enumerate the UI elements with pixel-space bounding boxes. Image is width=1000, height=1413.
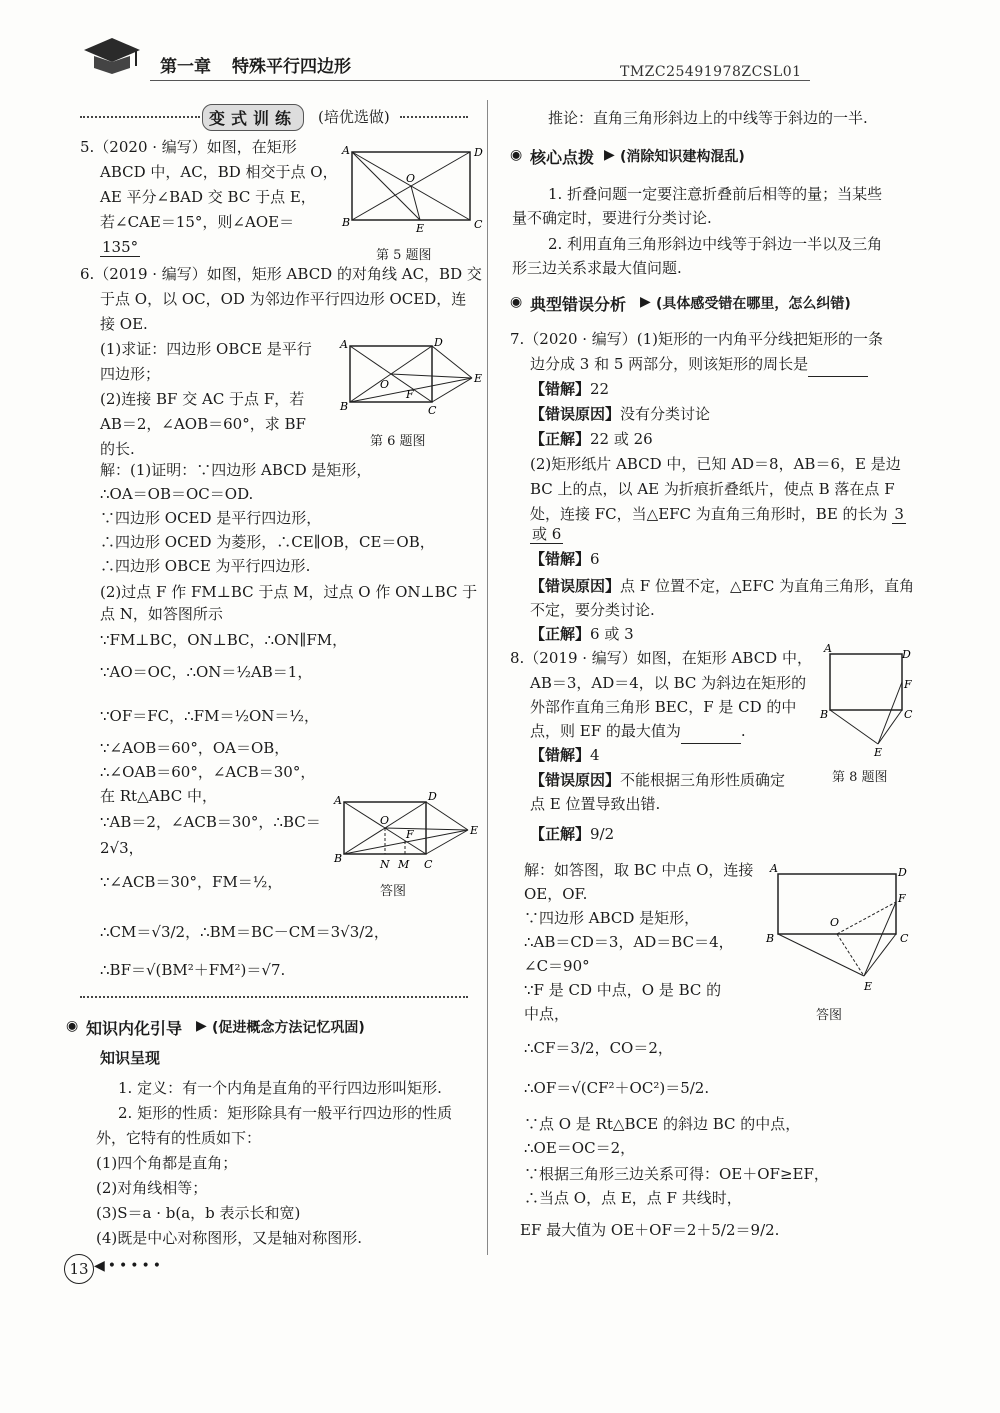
arrow-icon: ▶ <box>604 147 615 163</box>
bianshi-sub: (培优选做) <box>318 108 390 126</box>
q7-yuanyin-label: 【错误原因】 <box>530 405 621 423</box>
q8-sol-line: ∵四边形 ABCD 是矩形， <box>524 909 700 927</box>
q6-sol-line: ∴四边形 OBCE 为平行四边形. <box>100 557 311 575</box>
q7-cuojie2: 6 <box>590 550 600 568</box>
q7-answer: 3 <box>894 505 904 523</box>
q7-cuojie2-row <box>530 547 600 572</box>
q6-line: 的长. <box>100 440 135 458</box>
zhishi-line: 外，它特有的性质如下： <box>96 1129 262 1147</box>
svg-text:O: O <box>406 172 416 185</box>
page-number: 13 <box>64 1254 94 1284</box>
q6-line: 四边形； <box>100 365 161 383</box>
page-code: TMZC25491978ZCSL01 <box>620 64 802 80</box>
q6-sol-line: ∵AB＝2，∠ACB＝30°，∴BC＝ <box>100 813 321 831</box>
bullet-icon: ◉ <box>66 1018 79 1034</box>
q7-zhengjie: 22 或 26 <box>590 430 653 448</box>
q6-line: 接 OE. <box>100 315 148 333</box>
q6-line: (1)求证：四边形 OBCE 是平行 <box>100 340 312 358</box>
q6-sol-line: ∵∠AOB＝60°，OA＝OB， <box>100 739 290 757</box>
q6-sol-line: 解：(1)证明：∵四边形 ABCD 是矩形， <box>100 461 372 479</box>
page-number-dots-icon: ◀••••• <box>94 1258 165 1274</box>
svg-text:C: C <box>474 218 483 231</box>
hexin-line: 形三边关系求最大值问题. <box>512 259 682 277</box>
q7-answer-b: 或 6 <box>532 525 562 543</box>
svg-text:E: E <box>416 222 425 234</box>
zhishi-line: (3)S＝a · b(a，b 表示长和宽) <box>96 1204 301 1222</box>
svg-text:O: O <box>830 916 840 929</box>
header-rule <box>150 80 810 81</box>
q8-line: AB＝3，AD＝4，以 BC 为斜边在矩形的 <box>530 674 807 692</box>
svg-text:E: E <box>874 746 883 759</box>
svg-text:E: E <box>474 372 483 385</box>
zhishi-title: 知识内化引导 <box>86 1019 183 1038</box>
svg-text:D: D <box>902 648 911 661</box>
svg-text:F: F <box>406 388 414 401</box>
q6-sol-line: ∵∠ACB＝30°，FM＝½， <box>100 873 283 891</box>
q8-zhengjie-label: 【正解】 <box>530 825 591 843</box>
q5-line: ABCD 中，AC，BD 相交于点 O， <box>100 163 338 181</box>
q7-line <box>530 352 868 377</box>
q8-line-text: 点，则 EF 的最大值为 <box>530 722 681 740</box>
q8-caption: 第 8 题图 <box>832 770 888 785</box>
q8-line: 8.（2019 · 编写）如图，在矩形 ABCD 中， <box>510 649 812 667</box>
q6-line: 6.（2019 · 编写）如图，矩形 ABCD 的对角线 AC，BD 交 <box>80 265 482 283</box>
q5-answer <box>100 235 140 260</box>
dotted-divider <box>400 116 468 118</box>
q5-line: 5.（2020 · 编写）如图，在矩形 <box>80 138 297 156</box>
q7-answer-cont <box>530 522 563 547</box>
q7-cuojie2-label: 【错解】 <box>530 550 591 568</box>
q6-line: 于点 O，以 OC，OD 为邻边作平行四边形 OCED，连 <box>100 290 467 308</box>
q6-figure <box>336 336 486 422</box>
q8-cuojie: 4 <box>590 746 600 764</box>
q8-sol-line: ∵点 O 是 Rt△BCE 的斜边 BC 的中点， <box>524 1115 801 1133</box>
q7-zhengjie2: 6 或 3 <box>590 625 634 643</box>
bullet-icon: ◉ <box>510 147 523 163</box>
hexin-line: 量不确定时，要进行分类讨论. <box>512 209 712 227</box>
q8-sol-line: 中点， <box>524 1005 570 1023</box>
q8-line: 点，则 EF 的最大值为 . <box>530 719 746 744</box>
q6-sol-line: ∴∠OAB＝60°，∠ACB＝30°， <box>100 763 316 781</box>
chapter-label: 第一章 <box>160 57 211 77</box>
svg-text:M: M <box>398 858 410 871</box>
hexin-line: 2. 利用直角三角形斜边中线等于斜边一半以及三角 <box>548 235 883 253</box>
q6-caption: 第 6 题图 <box>370 434 426 449</box>
svg-text:D: D <box>434 336 443 349</box>
zhishi-line: (2)对角线相等； <box>96 1179 208 1197</box>
q7-line: (2)矩形纸片 ABCD 中，已知 AD＝8，AB＝6，E 是边 <box>530 455 901 473</box>
svg-text:E: E <box>864 980 873 992</box>
q8-sol-line: ∴OE＝OC＝2， <box>524 1139 636 1157</box>
q7-yuanyin2b: 不定，要分类讨论. <box>530 601 655 619</box>
q6-sol-line: 在 Rt△ABC 中， <box>100 787 218 805</box>
q7-yuanyin: 没有分类讨论 <box>620 405 711 423</box>
svg-text:C: C <box>900 932 909 945</box>
svg-text:A: A <box>334 794 342 807</box>
hexin-title: 核心点拨 <box>530 148 595 167</box>
q8-yuanyin: 不能根据三角形性质确定 <box>620 771 786 789</box>
svg-text:D: D <box>428 790 437 803</box>
q6-line: AB＝2，∠AOB＝60°，求 BF <box>100 415 306 433</box>
q6-sol-line: ∵FM⊥BC，ON⊥BC，∴ON∥FM， <box>100 631 348 649</box>
q8-zhengjie-row <box>530 822 614 847</box>
q5-caption: 第 5 题图 <box>376 248 432 263</box>
svg-text:B: B <box>340 400 349 413</box>
cuowu-sub: (具体感受错在哪里，怎么纠错) <box>656 296 851 312</box>
svg-text:E: E <box>470 824 479 837</box>
svg-text:B: B <box>334 852 343 865</box>
q7-line: BC 上的点，以 AE 为折痕折叠纸片，使点 B 落在点 F <box>530 480 895 498</box>
q7-zhengjie2-label: 【正解】 <box>530 625 591 643</box>
q8-sol-line: ∴AB＝CD＝3，AD＝BC＝4， <box>524 933 734 951</box>
hexin-line: 1. 折叠问题一定要注意折叠前后相等的量；当某些 <box>548 185 883 203</box>
arrow-icon: ▶ <box>640 294 651 310</box>
q8-figure <box>816 644 916 760</box>
svg-text:B: B <box>342 216 351 229</box>
q7-zhengjie2-row <box>530 622 634 647</box>
q8-sol-line: ∵根据三角形三边关系可得：OE＋OF≥EF， <box>524 1165 829 1183</box>
svg-text:A: A <box>824 644 832 655</box>
q8-sol-line: ∵F 是 CD 中点，O 是 BC 的 <box>524 981 722 999</box>
q7-yuanyin2-label: 【错误原因】 <box>530 577 621 595</box>
q5-figure <box>340 142 490 234</box>
cuowu-title: 典型错误分析 <box>530 295 627 314</box>
q7-cuojie-label: 【错解】 <box>530 380 591 398</box>
hexin-sub: (消除知识建构混乱) <box>620 149 745 165</box>
svg-text:F: F <box>904 678 912 691</box>
q7-zhengjie-row <box>530 427 653 452</box>
q8-cuojie-label: 【错解】 <box>530 746 591 764</box>
q7-blank <box>808 360 868 377</box>
q7-line-text: 处，连接 FC，当△EFC 为直角三角形时，BE 的长为 <box>530 505 888 523</box>
q6-answer-figure <box>330 790 480 874</box>
q6-sol-line: ∵AO＝OC，∴ON＝½AB＝1， <box>100 663 313 681</box>
q6-sol-line: ∵OF＝FC，∴FM＝½ON＝½， <box>100 707 319 725</box>
inference-text: 推论：直角三角形斜边上的中线等于斜边的一半. <box>548 109 868 127</box>
svg-text:B: B <box>820 708 829 721</box>
q6-sol-line: ∴BF＝√(BM²＋FM²)＝√7. <box>100 961 286 979</box>
q8-sol-line: ∴OF＝√(CF²＋OC²)＝5/2. <box>524 1079 710 1097</box>
svg-text:O: O <box>380 814 390 827</box>
svg-text:B: B <box>766 932 775 945</box>
q6-sol-line: ∴四边形 OCED 为菱形，∴CE∥OB，CE＝OB， <box>100 533 435 551</box>
column-divider <box>487 100 488 1255</box>
q6-sol-line: (2)过点 F 作 FM⊥BC 于点 M，过点 O 作 ON⊥BC 于 <box>100 583 478 601</box>
svg-text:C: C <box>424 858 433 871</box>
q8-sol-line: EF 最大值为 OE＋OF＝2＋5/2＝9/2. <box>520 1221 780 1239</box>
q8-sol-line: ∠C＝90° <box>524 957 590 975</box>
q7-zhengjie-label: 【正解】 <box>530 430 591 448</box>
svg-text:C: C <box>904 708 913 721</box>
svg-text:D: D <box>474 146 483 159</box>
svg-text:F: F <box>406 828 414 841</box>
header-logo-icon <box>80 28 142 78</box>
q7-cuojie: 22 <box>590 380 610 398</box>
q8-sol-line: ∴CF＝3/2，CO＝2， <box>524 1039 673 1057</box>
svg-text:A: A <box>770 862 778 875</box>
q7-yuanyin2-row <box>530 574 914 599</box>
q8-sol-line: ∴当点 O，点 E，点 F 共线时， <box>524 1189 742 1207</box>
q6-line: (2)连接 BF 交 AC 于点 F，若 <box>100 390 305 408</box>
q8-answer-figure <box>764 862 914 992</box>
q6-sol-line: ∴CM＝√3/2，∴BM＝BC－CM＝3√3/2， <box>100 923 389 941</box>
zhishi-sub: (促进概念方法记忆巩固) <box>212 1020 365 1036</box>
q7-yuanyin-row <box>530 402 710 427</box>
q8-sol-line: OE，OF. <box>524 885 588 903</box>
zhishi-line: (4)既是中心对称图形，又是轴对称图形. <box>96 1229 363 1247</box>
svg-text:F: F <box>898 892 906 905</box>
svg-text:C: C <box>428 404 437 417</box>
q6-sol-line: 点 N，如答图所示 <box>100 605 223 623</box>
q6-sol-line: ∴OA＝OB＝OC＝OD. <box>100 485 254 503</box>
q6-sol-line: ∵四边形 OCED 是平行四边形， <box>100 509 322 527</box>
q7-line <box>530 502 906 527</box>
dotted-divider <box>80 116 200 118</box>
q8-yuanyin-b: 点 E 位置导致出错. <box>530 795 661 813</box>
bianshi-title: 变式训练 <box>202 104 304 131</box>
svg-text:N: N <box>380 858 390 871</box>
q5-line: 若∠CAE＝15°，则∠AOE＝ <box>100 213 295 231</box>
q8-answer-caption: 答图 <box>816 1008 843 1023</box>
zhishi-line: 2. 矩形的性质：矩形除具有一般平行四边形的性质 <box>118 1104 453 1122</box>
q7-line-text: 边分成 3 和 5 两部分，则该矩形的周长是 <box>530 355 809 373</box>
q8-sol-line: 解：如答图，取 BC 中点 O，连接 <box>524 861 754 879</box>
svg-text:O: O <box>380 378 390 391</box>
dotted-divider <box>80 996 468 998</box>
zhishi-line: 1. 定义：有一个内角是直角的平行四边形叫矩形. <box>118 1079 442 1097</box>
arrow-icon: ▶ <box>196 1018 207 1034</box>
zhishi-line: (1)四个角都是直角； <box>96 1154 238 1172</box>
q8-line: 外部作直角三角形 BEC，F 是 CD 的中 <box>530 698 797 716</box>
q6-answer-caption: 答图 <box>380 884 407 899</box>
q8-yuanyin-label: 【错误原因】 <box>530 771 621 789</box>
q7-yuanyin2: 点 F 位置不定，△EFC 为直角三角形，直角 <box>620 577 915 595</box>
q8-blank <box>681 727 741 744</box>
svg-text:A: A <box>340 338 348 351</box>
q6-sol-line: 2√3， <box>100 839 144 857</box>
svg-text:A: A <box>342 144 350 157</box>
chapter-title: 特殊平行四边形 <box>232 57 351 77</box>
svg-text:D: D <box>898 866 907 879</box>
zhishi-subtitle: 知识呈现 <box>100 1049 161 1067</box>
q8-cuojie-row <box>530 743 600 768</box>
q8-yuanyin-row <box>530 768 785 793</box>
q5-answer-value: 135° <box>102 238 139 256</box>
bullet-icon: ◉ <box>510 294 523 310</box>
q7-cuojie-row <box>530 377 609 402</box>
q7-line: 7.（2020 · 编写）(1)矩形的一内角平分线把矩形的一条 <box>510 330 884 348</box>
q5-line: AE 平分∠BAD 交 BC 于点 E， <box>100 188 316 206</box>
q8-zhengjie: 9/2 <box>590 825 615 843</box>
